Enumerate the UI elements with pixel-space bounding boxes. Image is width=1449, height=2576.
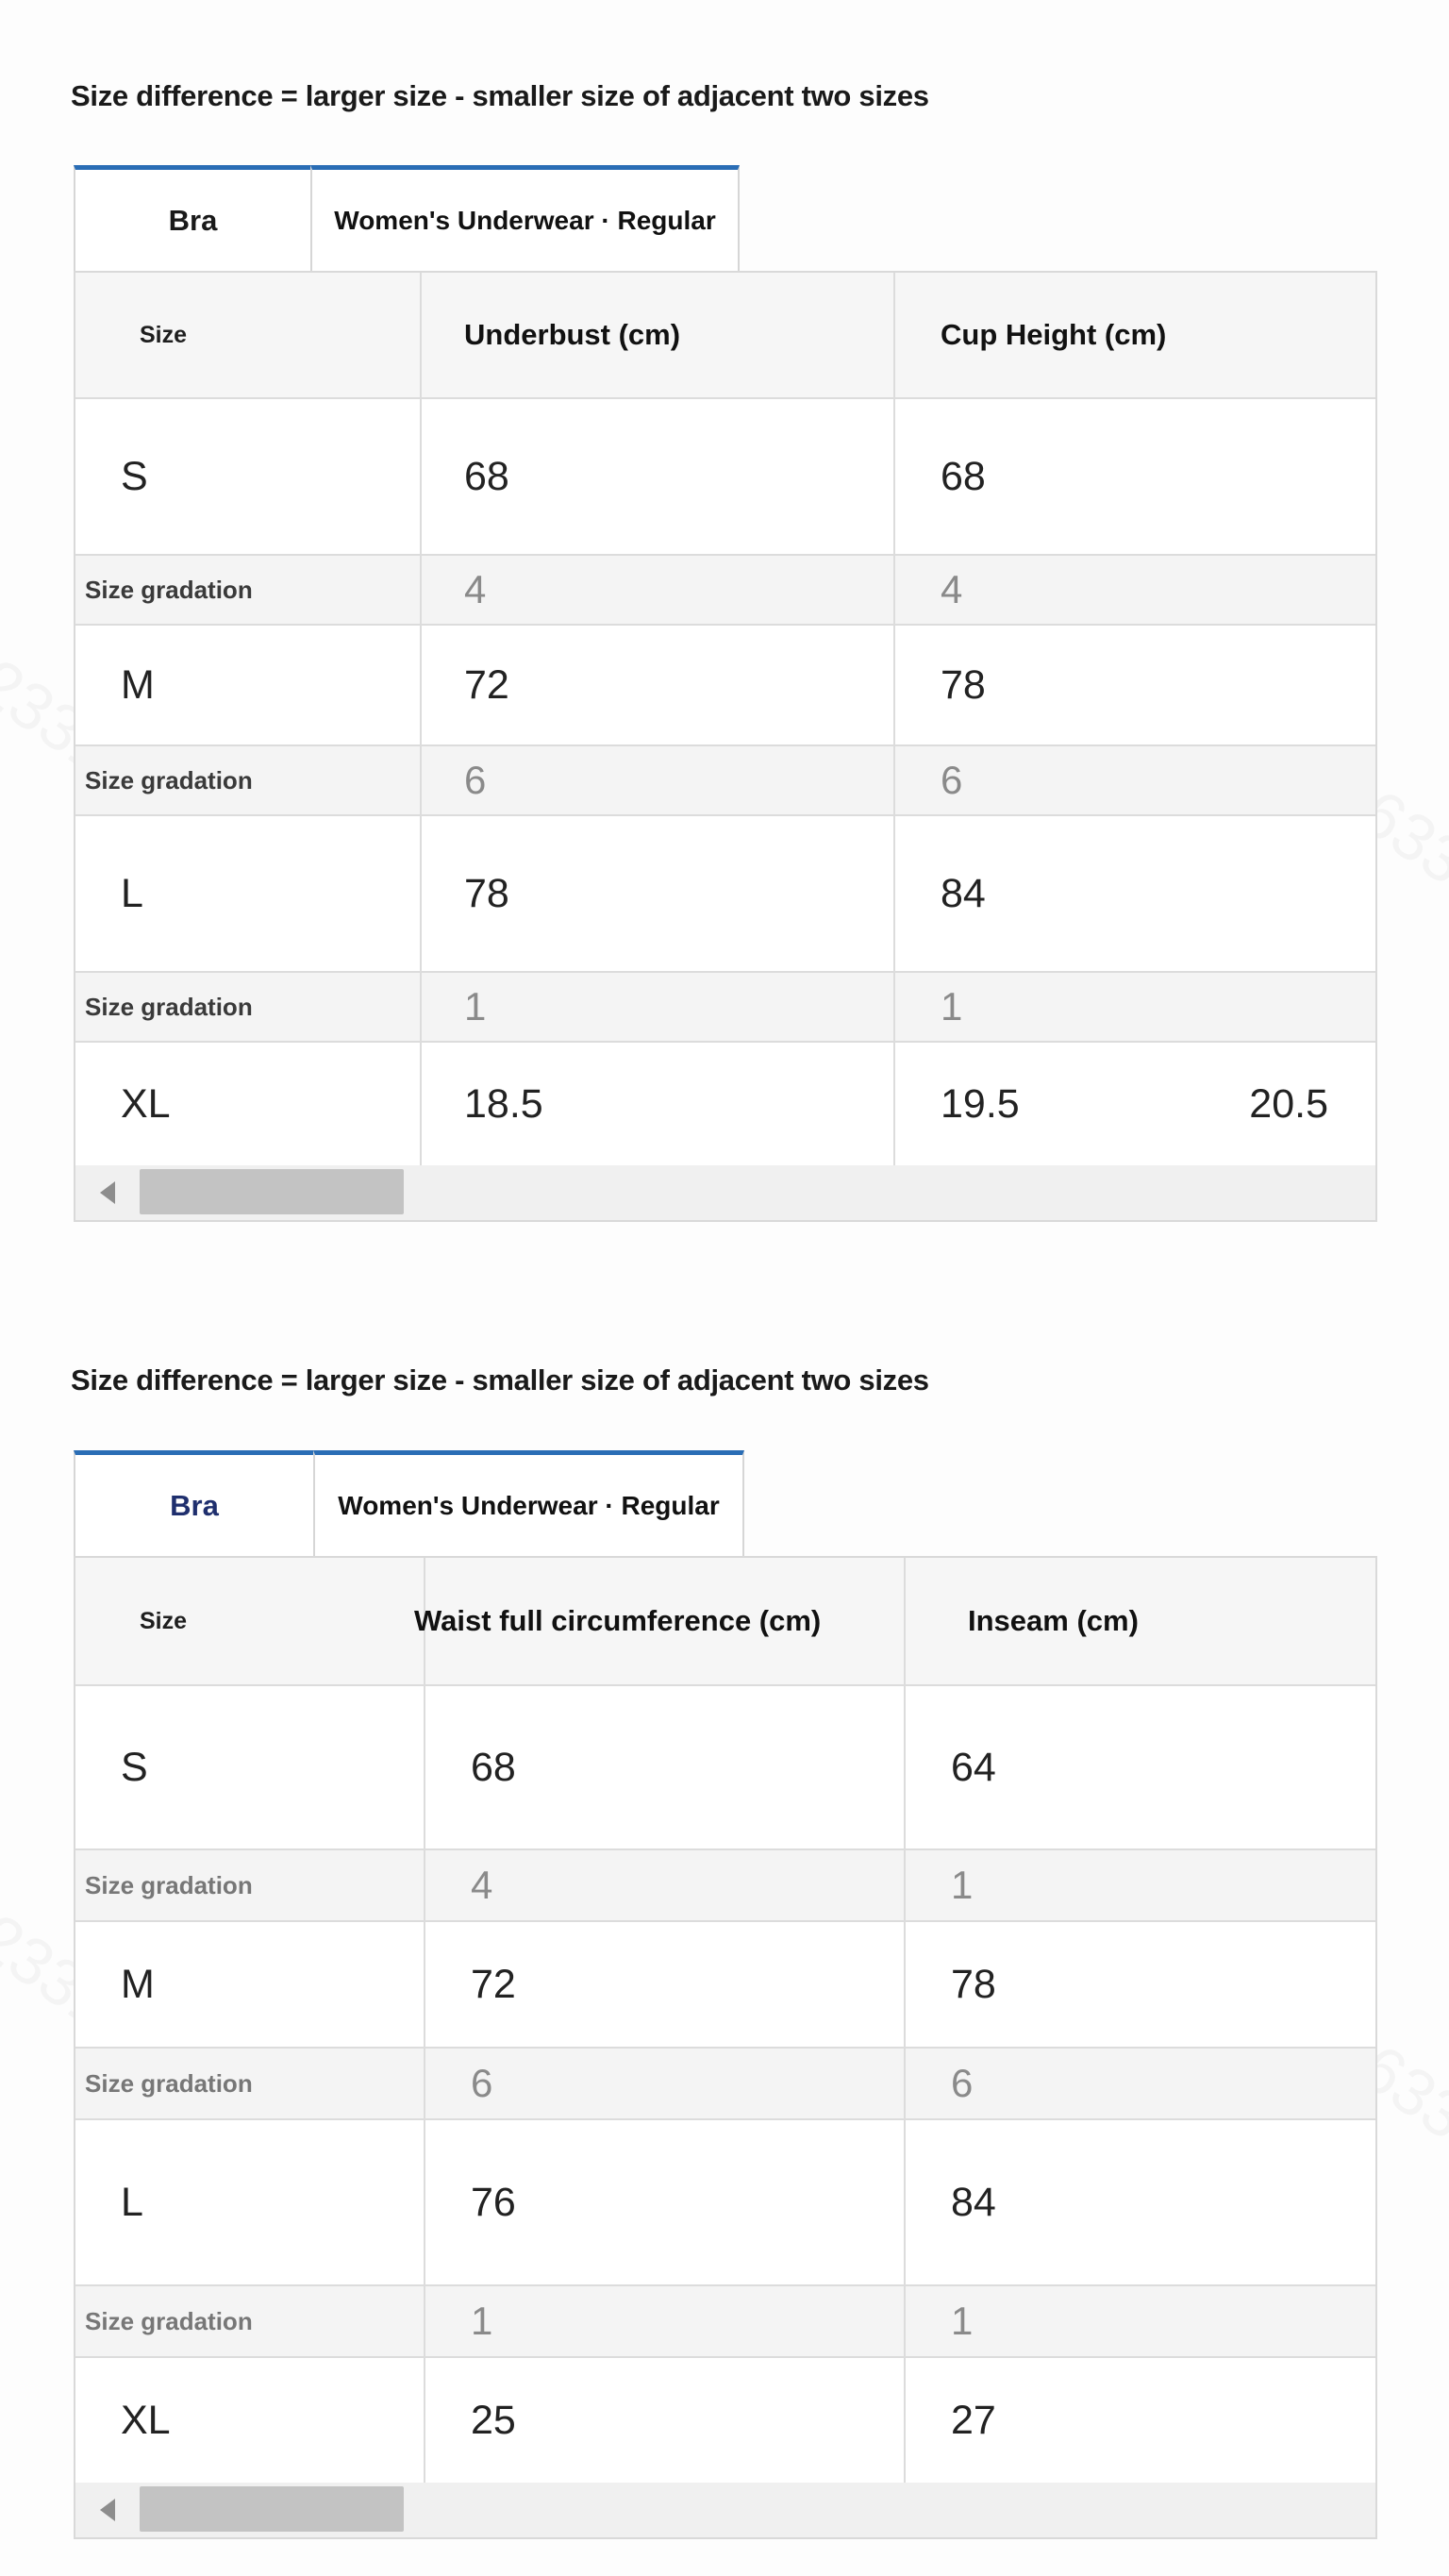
table-header-row — [75, 273, 1375, 399]
value-cell — [422, 816, 895, 971]
table-row — [75, 626, 1375, 746]
scrollbar-thumb[interactable] — [140, 2486, 404, 2532]
gradation-label: Size gradation — [85, 575, 253, 604]
gradation-row — [75, 556, 1375, 626]
value-cell — [895, 399, 1375, 554]
scroll-left-icon[interactable] — [100, 1181, 115, 1204]
table-row — [75, 399, 1375, 556]
value-cell — [906, 2358, 1375, 2483]
underbust-value: 18.5 — [464, 1080, 543, 1127]
gradation-value: 1 — [471, 2299, 493, 2343]
tab-bra[interactable]: Bra — [74, 1450, 315, 1556]
value-cell — [422, 626, 895, 744]
header-size: Size — [140, 1607, 188, 1634]
gradation-value: 6 — [951, 2061, 974, 2105]
table-row — [75, 2120, 1375, 2286]
header-cell — [414, 1558, 906, 1684]
size-cell — [75, 2120, 425, 2284]
table-row — [75, 816, 1375, 973]
overflow-value: 20.5 — [1249, 1080, 1328, 1127]
table-row — [75, 1043, 1375, 1165]
gradation-row — [75, 746, 1375, 816]
cup-height-value: 19.5 — [941, 1080, 1020, 1127]
size-label: L — [121, 2179, 143, 2225]
waist-value: 72 — [471, 1961, 516, 2007]
gradation-cell — [906, 2049, 1375, 2118]
value-cell — [906, 1922, 1375, 2047]
size-label: M — [121, 661, 155, 708]
size-cell — [75, 2358, 425, 2483]
size-label: XL — [121, 1080, 171, 1127]
cup-height-value: 84 — [941, 870, 986, 916]
gradation-row — [75, 2049, 1375, 2120]
value-cell — [422, 399, 895, 554]
tab-bra[interactable]: Bra — [74, 165, 312, 271]
size-cell — [75, 1922, 425, 2047]
header-underbust: Underbust (cm) — [464, 318, 681, 351]
size-label: M — [121, 1961, 155, 2007]
cup-height-value: 78 — [941, 661, 986, 708]
gradation-value: 1 — [941, 984, 963, 1029]
gradation-value: 6 — [941, 758, 963, 802]
header-cup-height: Cup Height (cm) — [941, 318, 1167, 351]
gradation-cell — [906, 2286, 1375, 2356]
size-difference-note: Size difference = larger size - smaller size of adjacent two sizes — [71, 79, 929, 112]
gradation-label-cell — [75, 973, 422, 1041]
horizontal-scrollbar[interactable] — [75, 2483, 1375, 2537]
waist-value: 76 — [471, 2179, 516, 2225]
value-cell — [422, 1043, 895, 1165]
gradation-label: Size gradation — [85, 2068, 253, 2098]
header-waist: Waist full circumference (cm) — [414, 1604, 822, 1637]
underbust-value: 78 — [464, 870, 509, 916]
gradation-value: 1 — [951, 1863, 974, 1907]
gradation-cell — [425, 2049, 906, 2118]
value-cell — [895, 816, 1375, 971]
value-cell — [425, 1686, 906, 1848]
horizontal-scrollbar[interactable] — [75, 1165, 1375, 1220]
gradation-value: 4 — [941, 567, 963, 611]
cup-height-value: 68 — [941, 453, 986, 499]
gradation-cell — [906, 1850, 1375, 1920]
gradation-value: 6 — [464, 758, 487, 802]
table-row — [75, 1922, 1375, 2049]
inseam-value: 64 — [951, 1744, 996, 1790]
gradation-label-cell — [75, 746, 422, 814]
gradation-row — [75, 973, 1375, 1043]
size-cell — [75, 399, 422, 554]
value-cell — [425, 2120, 906, 2284]
gradation-cell — [422, 973, 895, 1041]
value-cell — [895, 1043, 1375, 1165]
gradation-label: Size gradation — [85, 1870, 253, 1899]
gradation-row — [75, 2286, 1375, 2358]
size-label: S — [121, 1744, 148, 1790]
gradation-label: Size gradation — [85, 2306, 253, 2335]
gradation-label-cell — [75, 556, 422, 624]
underbust-value: 72 — [464, 661, 509, 708]
gradation-value: 4 — [464, 567, 487, 611]
gradation-cell — [425, 2286, 906, 2356]
header-cell — [75, 273, 422, 397]
waist-value: 25 — [471, 2397, 516, 2443]
table-row — [75, 2358, 1375, 2483]
size-cell — [75, 626, 422, 744]
table-header-row — [75, 1558, 1375, 1686]
gradation-cell — [425, 1850, 906, 1920]
gradation-value: 6 — [471, 2061, 493, 2105]
gradation-cell — [895, 556, 1375, 624]
tab-womens-underwear[interactable]: Women's Underwear · Regular — [310, 165, 740, 271]
size-label: L — [121, 870, 143, 916]
header-inseam: Inseam (cm) — [968, 1604, 1139, 1637]
inseam-value: 84 — [951, 2179, 996, 2225]
value-cell — [425, 1922, 906, 2047]
size-table — [74, 1556, 1377, 2539]
size-table — [74, 271, 1377, 1222]
size-cell — [75, 1043, 422, 1165]
value-cell — [906, 1686, 1375, 1848]
header-cell — [895, 273, 1375, 397]
gradation-label-cell — [75, 1850, 425, 1920]
gradation-label-cell — [75, 2049, 425, 2118]
inseam-value: 27 — [951, 2397, 996, 2443]
size-label: XL — [121, 2397, 171, 2443]
category-tabs — [74, 165, 740, 271]
value-cell — [895, 626, 1375, 744]
size-cell — [75, 1686, 425, 1848]
gradation-cell — [422, 746, 895, 814]
header-cell — [906, 1558, 1375, 1684]
gradation-value: 4 — [471, 1863, 493, 1907]
inseam-value: 78 — [951, 1961, 996, 2007]
gradation-value: 1 — [464, 984, 487, 1029]
table-row — [75, 1686, 1375, 1850]
value-cell — [425, 2358, 906, 2483]
gradation-cell — [895, 746, 1375, 814]
header-cell — [75, 1558, 425, 1684]
header-size: Size — [140, 321, 188, 348]
gradation-label: Size gradation — [85, 765, 253, 795]
waist-value: 68 — [471, 1744, 516, 1790]
scroll-left-icon[interactable] — [100, 2499, 115, 2521]
gradation-cell — [895, 973, 1375, 1041]
size-label: S — [121, 453, 148, 499]
gradation-cell — [422, 556, 895, 624]
value-cell — [906, 2120, 1375, 2284]
gradation-label-cell — [75, 2286, 425, 2356]
size-difference-note: Size difference = larger size - smaller size of adjacent two sizes — [71, 1363, 929, 1397]
category-tabs — [74, 1450, 744, 1556]
gradation-row — [75, 1850, 1375, 1922]
gradation-value: 1 — [951, 2299, 974, 2343]
size-cell — [75, 816, 422, 971]
tab-womens-underwear[interactable]: Women's Underwear · Regular — [313, 1450, 744, 1556]
header-cell — [422, 273, 895, 397]
underbust-value: 68 — [464, 453, 509, 499]
scrollbar-thumb[interactable] — [140, 1169, 404, 1214]
gradation-label: Size gradation — [85, 992, 253, 1021]
